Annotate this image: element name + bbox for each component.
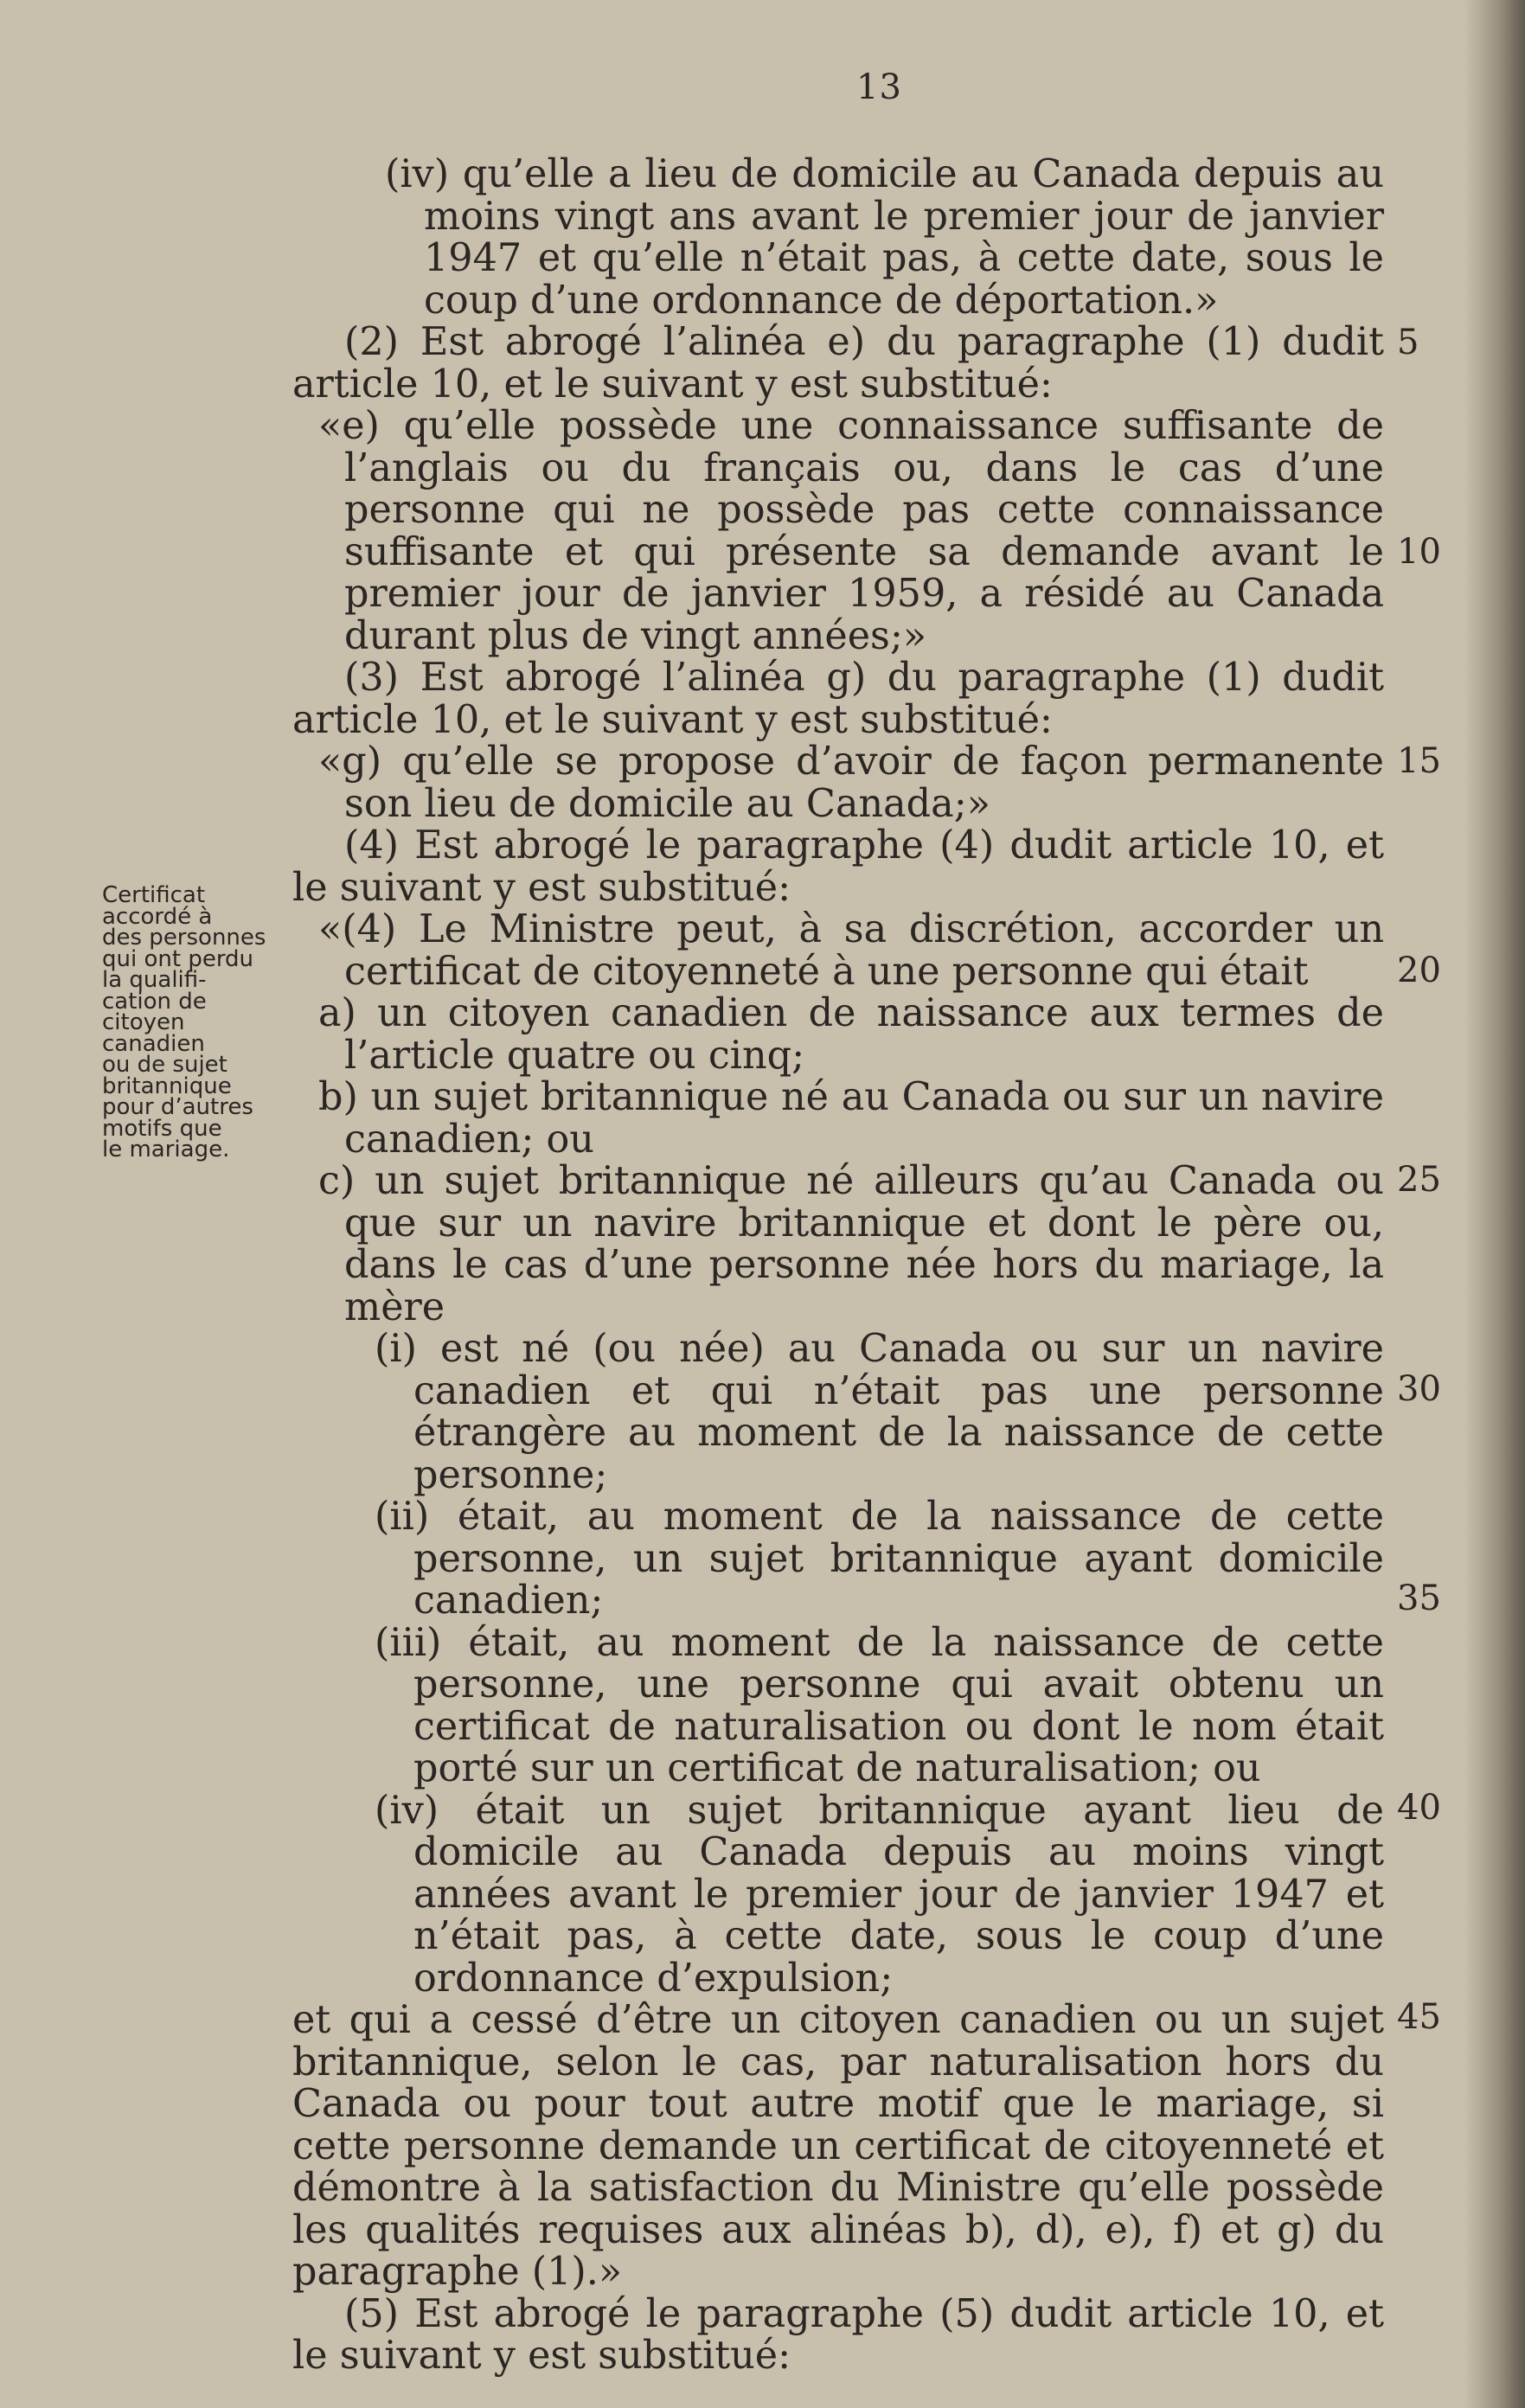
paragraph-subclause-ii: (ii) était, au moment de la naissance de cette personne, un sujet britannique ayant domicile canadien;: [375, 1495, 1384, 1623]
margin-note-line: motifs que: [102, 1115, 222, 1142]
margin-note-line: britannique: [102, 1073, 232, 1099]
page-number: 13: [856, 67, 902, 107]
paragraph-clause-g: «g) qu’elle se propose d’avoir de façon permanente son lieu de domicile au Canada;»: [318, 740, 1384, 826]
paragraph-clause-a: a) un citoyen canadien de naissance aux termes de l’article quatre ou cinq;: [318, 991, 1384, 1078]
paragraph-subclause-iii: (iii) était, au moment de la naissance de cette personne, une personne qui avait obtenu un certificat de naturalisation ou dont le nom était porté sur un certificat de naturalisation; ou: [375, 1620, 1384, 1790]
line-number: 40: [1397, 1788, 1441, 1828]
margin-note-line: cation de: [102, 988, 207, 1015]
line-number: 20: [1397, 951, 1441, 990]
paragraph-closing: et qui a cessé d’être un citoyen canadien ou un sujet britannique, selon le cas, par naturalisation hors du Canada ou pour tout autre motif que le mariage, si cette personne demande un certificat de citoyenneté et démontre à la satisfaction du Ministre qu’elle possède les qualités requises aux alinéas b), d), e), f) et g) du paragraphe (1).»: [292, 1998, 1384, 2294]
line-number: 10: [1397, 532, 1441, 572]
paragraph-iv-clause: (iv) qu’elle a lieu de domicile au Canada depuis au moins vingt ans avant le premier jour de janvier 1947 et qu’elle n’était pas, à cette date, sous le coup d’une ordonnance de déportation.»: [385, 152, 1384, 323]
margin-note-line: le mariage.: [102, 1137, 230, 1162]
paragraph-subclause-i: (i) est né (ou née) au Canada ou sur un navire canadien et qui n’était pas une personne étrangère au moment de la naissance de cette personne;: [375, 1327, 1384, 1497]
margin-note-line: des personnes: [102, 925, 266, 951]
margin-note-line: Certificat: [102, 882, 206, 908]
margin-note-line: pour d’autres: [102, 1094, 253, 1120]
paragraph-quoted-subsection-4: «(4) Le Ministre peut, à sa discrétion, accorder un certificat de citoyenneté à une personne qui était: [318, 907, 1384, 994]
paragraph-clause-c: c) un sujet britannique né ailleurs qu’au Canada ou que sur un navire britannique et dont le père ou, dans le cas d’une personne née hors du mariage, la mère: [318, 1159, 1384, 1329]
margin-note-line: la qualifi-: [102, 967, 207, 993]
line-number: 35: [1397, 1579, 1441, 1618]
paragraph-subsection-3: (3) Est abrogé l’alinéa g) du paragraphe (1) dudit article 10, et le suivant y est substitué:: [292, 656, 1384, 742]
margin-note-line: qui ont perdu: [102, 945, 254, 972]
page-edge-shadow: [1464, 0, 1525, 2408]
paragraph-subsection-4: (4) Est abrogé le paragraphe (4) dudit article 10, et le suivant y est substitué:: [292, 823, 1384, 910]
paragraph-subclause-iv: (iv) était un sujet britannique ayant lieu de domicile au Canada depuis au moins vingt années avant le premier jour de janvier 1947 et n’était pas, à cette date, sous le coup d’une ordonnance d’expulsion;: [375, 1788, 1384, 2001]
margin-note-line: accordé à: [102, 903, 213, 930]
line-number: 30: [1397, 1369, 1441, 1409]
paragraph-clause-e: «e) qu’elle possède une connaissance suffisante de l’anglais ou du français ou, dans le cas d’une personne qui ne possède pas cette connaissance suffisante et qui présente sa demande avant le premier jour de janvier 1959, a résidé au Canada durant plus de vingt années;»: [318, 404, 1384, 658]
paragraph-clause-b: b) un sujet britannique né au Canada ou sur un navire canadien; ou: [318, 1075, 1384, 1162]
line-number: 45: [1397, 1997, 1441, 2037]
body-text: [292, 154, 1384, 2378]
line-number: 25: [1397, 1160, 1441, 1200]
margin-note-line: citoyen: [102, 1009, 185, 1035]
margin-note-line: canadien: [102, 1030, 205, 1057]
margin-note-line: ou de sujet: [102, 1052, 227, 1078]
line-number: 5: [1397, 323, 1419, 362]
paragraph-subsection-5: (5) Est abrogé le paragraphe (5) dudit article 10, et le suivant y est substitué:: [292, 2291, 1384, 2378]
margin-note: [102, 882, 297, 1162]
paragraph-subsection-2: (2) Est abrogé l’alinéa e) du paragraphe (1) dudit article 10, et le suivant y est substitué:: [292, 320, 1384, 407]
line-number: 15: [1397, 741, 1441, 781]
